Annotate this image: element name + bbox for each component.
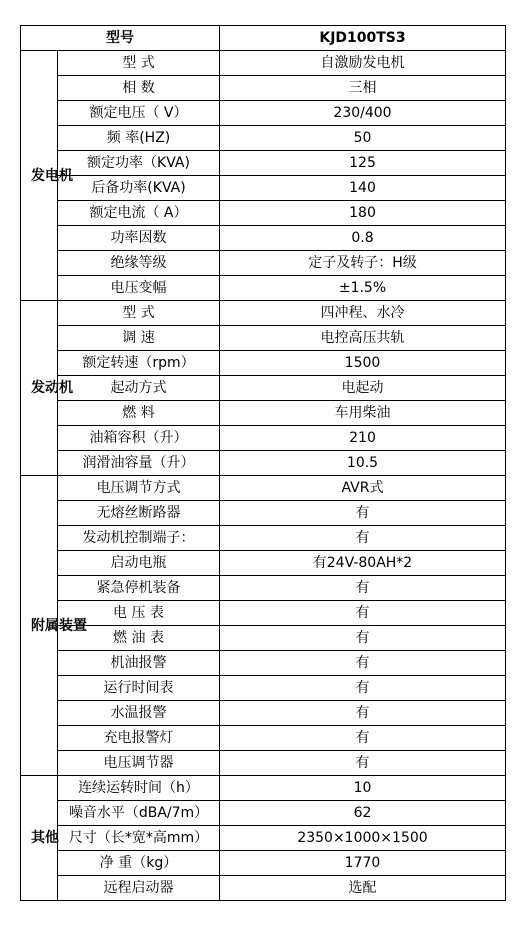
row-label: 净 重（kg）: [58, 851, 220, 876]
row-value: 有: [220, 651, 506, 676]
row-label: 无熔丝断路器: [58, 501, 220, 526]
row-label: 尺寸（长*宽*高mm）: [58, 826, 220, 851]
table-row: [21, 126, 506, 151]
table-row: [21, 151, 506, 176]
table-row: [21, 501, 506, 526]
table-row: [21, 776, 506, 801]
table-row: [21, 876, 506, 901]
group-label-text: 发电机: [31, 167, 73, 184]
row-label: 起动方式: [58, 376, 220, 401]
spec-table: [20, 25, 506, 901]
row-value: 0.8: [220, 226, 506, 251]
row-value: 有24V-80AH*2: [220, 551, 506, 576]
row-value: 有: [220, 626, 506, 651]
row-value: 10: [220, 776, 506, 801]
row-value: 有: [220, 726, 506, 751]
row-value: 210: [220, 426, 506, 451]
row-label: 额定功率（KVA): [58, 151, 220, 176]
row-label: 启动电瓶: [58, 551, 220, 576]
row-value: 车用柴油: [220, 401, 506, 426]
row-value: 230/400: [220, 101, 506, 126]
row-label: 机油报警: [58, 651, 220, 676]
table-row: [21, 601, 506, 626]
row-value: 定子及转子：H级: [220, 251, 506, 276]
row-label: 电压调节方式: [58, 476, 220, 501]
row-value: ±1.5%: [220, 276, 506, 301]
table-row: [21, 276, 506, 301]
table-row: [21, 726, 506, 751]
row-label: 发动机控制端子：: [58, 526, 220, 551]
table-row: [21, 576, 506, 601]
table-row: [21, 301, 506, 326]
row-label: 连续运转时间（h）: [58, 776, 220, 801]
row-label: 润滑油容量（升）: [58, 451, 220, 476]
spec-table-body: [21, 26, 506, 901]
row-label: 绝缘等级: [58, 251, 220, 276]
header-model: KJD100TS3: [220, 26, 506, 51]
row-label: 型 式: [58, 51, 220, 76]
row-value: 有: [220, 526, 506, 551]
table-row: [21, 826, 506, 851]
table-row: [21, 201, 506, 226]
row-value: 1500: [220, 351, 506, 376]
row-value: 10.5: [220, 451, 506, 476]
table-row: [21, 51, 506, 76]
table-row: [21, 101, 506, 126]
group-label-text: 其他: [31, 830, 59, 846]
row-label: 功率因数: [58, 226, 220, 251]
table-row: [21, 851, 506, 876]
row-label: 调 速: [58, 326, 220, 351]
row-label: 频 率(HZ): [58, 126, 220, 151]
row-value: AVR式: [220, 476, 506, 501]
row-label: 电 压 表: [58, 601, 220, 626]
row-label: 水温报警: [58, 701, 220, 726]
row-value: 50: [220, 126, 506, 151]
header-label: 型号: [21, 26, 220, 51]
row-value: 四冲程、水冷: [220, 301, 506, 326]
table-row: [21, 401, 506, 426]
row-label: 远程启动器: [58, 876, 220, 901]
table-row: [21, 226, 506, 251]
row-value: 自激励发电机: [220, 51, 506, 76]
table-row: [21, 676, 506, 701]
row-label: 电压变幅: [58, 276, 220, 301]
row-label: 充电报警灯: [58, 726, 220, 751]
row-value: 有: [220, 501, 506, 526]
row-value: 有: [220, 751, 506, 776]
row-label: 紧急停机装备: [58, 576, 220, 601]
row-value: 三相: [220, 76, 506, 101]
group-label: [21, 776, 58, 901]
table-row: [21, 451, 506, 476]
row-label: 噪音水平（dBA/7m）: [58, 801, 220, 826]
row-value: 选配: [220, 876, 506, 901]
row-value: 62: [220, 801, 506, 826]
table-row: [21, 426, 506, 451]
row-value: 1770: [220, 851, 506, 876]
group-label-text: 发动机: [31, 380, 73, 396]
row-label: 燃 料: [58, 401, 220, 426]
group-label: [21, 301, 73, 476]
table-row: [21, 176, 506, 201]
group-label-text: 附属装置: [31, 617, 87, 634]
group-label: [21, 476, 87, 776]
row-value: 有: [220, 576, 506, 601]
row-label: 型 式: [58, 301, 220, 326]
row-value: 125: [220, 151, 506, 176]
table-row: [21, 326, 506, 351]
header-row: [21, 26, 506, 51]
table-row: [21, 476, 506, 501]
row-value: 有: [220, 601, 506, 626]
row-value: 电起动: [220, 376, 506, 401]
row-value: 2350×1000×1500: [220, 826, 506, 851]
table-row: [21, 251, 506, 276]
table-row: [21, 351, 506, 376]
row-label: 燃 油 表: [58, 626, 220, 651]
table-row: [21, 551, 506, 576]
table-row: [21, 526, 506, 551]
table-row: [21, 626, 506, 651]
row-value: 有: [220, 676, 506, 701]
table-row: [21, 376, 506, 401]
row-value: 有: [220, 701, 506, 726]
table-row: [21, 76, 506, 101]
row-label: 相 数: [58, 76, 220, 101]
row-value: 电控高压共轨: [220, 326, 506, 351]
table-row: [21, 701, 506, 726]
row-label: 后备功率(KVA): [58, 176, 220, 201]
group-label: [21, 51, 73, 301]
row-label: 运行时间表: [58, 676, 220, 701]
row-label: 电压调节器: [58, 751, 220, 776]
row-label: 额定电压（ V）: [58, 101, 220, 126]
row-value: 140: [220, 176, 506, 201]
table-row: [21, 651, 506, 676]
row-value: 180: [220, 201, 506, 226]
row-label: 额定转速（rpm）: [58, 351, 220, 376]
row-label: 油箱容积（升）: [58, 426, 220, 451]
row-label: 额定电流（ A）: [58, 201, 220, 226]
table-row: [21, 801, 506, 826]
table-row: [21, 751, 506, 776]
